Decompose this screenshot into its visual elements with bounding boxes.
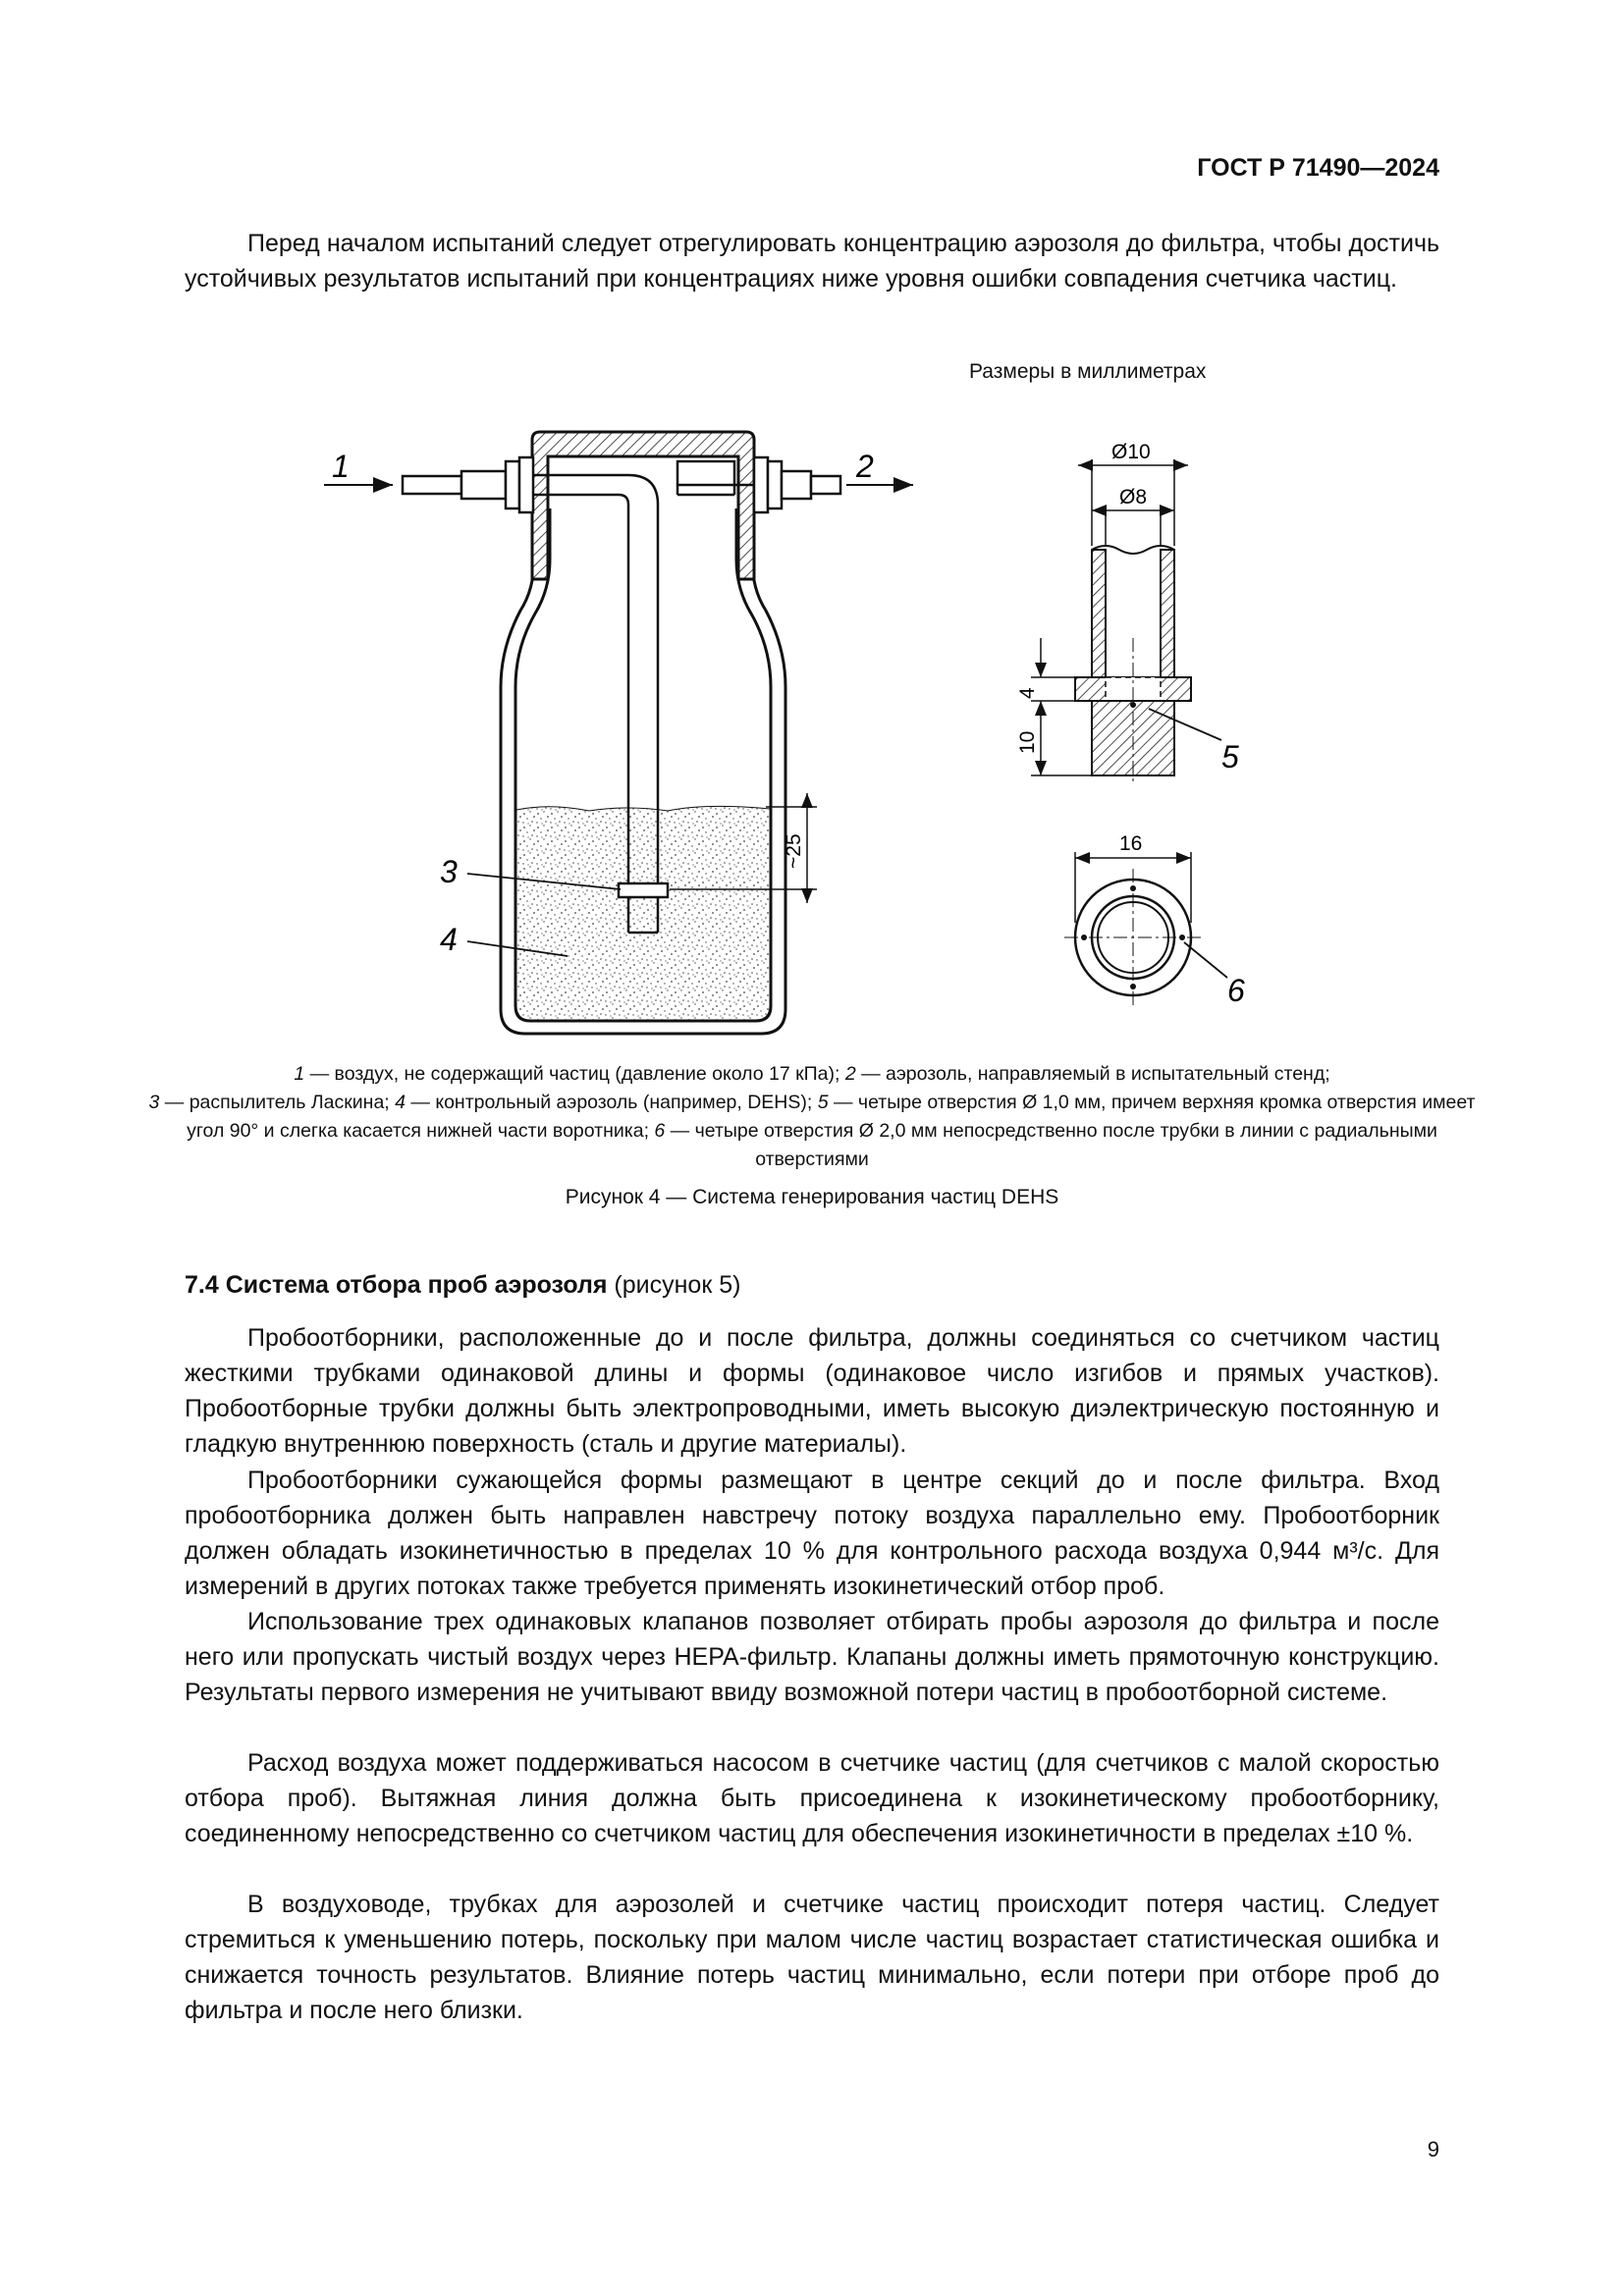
section-paragraph-5: В воздуховоде, трубках для аэрозолей и счетчике частиц происходит потеря частиц. Следует стремиться к уменьшению потерь, поскольку при малом числе частиц возрастает статистическая ошибка и снижается точность результатов. Влияние потерь частиц минимально, если потери при отборе проб до фильтра и после него близки. — [185, 1891, 1439, 2024]
callout-4: 4 — [440, 922, 458, 957]
dim-collar-width: 16 — [1119, 832, 1143, 855]
legend-text-1: — воздух, не содержащий частиц (давление около 17 кПа); — [304, 1063, 845, 1085]
callout-2: 2 — [856, 449, 874, 484]
dim-inner-diameter: Ø8 — [1119, 486, 1148, 508]
dim-hole-height: 4 — [1016, 687, 1039, 699]
intro-paragraph: Перед началом испытаний следует отрегулировать концентрацию аэрозоля до фильтра, чтобы достичь устойчивых результатов испытаний при концентрациях ниже уровня ошибки совпадения счетчика частиц. — [185, 230, 1439, 293]
legend-text-4: — контрольный аэрозоль (например, DEHS); — [406, 1092, 818, 1113]
legend-num-2: 2 — [844, 1063, 856, 1085]
section-paragraph-4: Расход воздуха может поддерживаться насосом в счетчике частиц (для счетчиков с малой скоростью отбора проб). Вытяжная линия должна быть присоединена к изокинетическому пробоотборнику, соединенному непосредственно со счетчиком частиц для обеспечения изокинетичности в пределах ±10 %. — [185, 1749, 1439, 1847]
legend-num-1: 1 — [294, 1063, 305, 1085]
document-number: ГОСТ Р 71490—2024 — [1197, 154, 1439, 182]
figure-dehs-generator — [0, 0, 1624, 1050]
legend-text-3: — распылитель Ласкина; — [159, 1092, 396, 1113]
section-paragraph-3: Использование трех одинаковых клапанов позволяет отбирать пробы аэрозоля до фильтра и после него или пропускать чистый воздух через HEPA-фильтр. Клапаны должны иметь прямоточную конструкцию. Результаты первого измерения не учитывают ввиду возможной потери частиц в пробоотборной системе. — [185, 1608, 1439, 1706]
aerosol-liquid — [516, 806, 770, 1020]
section-paragraph-1: Пробоотборники, расположенные до и после фильтра, должны соединяться со счетчиком частиц жесткими трубками одинаковой длины и формы (одинаковое число изгибов и прямых участков). Пробоотборные трубки должны быть электропроводными, иметь высокую диэлектрическую постоянную и гладкую внутреннюю поверхность (сталь и другие материалы). — [185, 1324, 1439, 1458]
page-number: 9 — [1427, 2137, 1439, 2162]
laskin-collar — [619, 883, 668, 897]
dimensions-note: Размеры в миллиметрах — [969, 360, 1207, 383]
legend-num-6: 6 — [654, 1120, 666, 1142]
dim-bottom-height: 10 — [1016, 730, 1039, 754]
dim-outer-diameter: Ø10 — [1111, 441, 1151, 463]
legend-text-5: — четыре отверстия Ø 1,0 мм, причем верхняя кромка отверстия имеет угол 90° и слегка касается нижней части воротника; — [187, 1092, 1476, 1142]
callout-1: 1 — [332, 449, 350, 484]
tube-section-detail — [1016, 441, 1239, 785]
dim-depth: ~25 — [783, 833, 805, 869]
callout-5: 5 — [1221, 739, 1239, 774]
section-title: 7.4 Система отбора проб аэрозоля — [185, 1271, 608, 1299]
callout-3: 3 — [440, 854, 458, 889]
callout-6: 6 — [1227, 973, 1245, 1008]
outlet-tube — [754, 457, 840, 512]
figure-caption: Рисунок 4 — Система генерирования частиц DEHS — [565, 1186, 1059, 1208]
figure-legend — [147, 1060, 1477, 1174]
inlet-tube — [403, 457, 533, 512]
legend-num-3: 3 — [148, 1092, 160, 1113]
cap — [532, 432, 754, 579]
section-heading — [185, 1271, 740, 1300]
legend-num-4: 4 — [395, 1092, 406, 1113]
section-paragraph-2: Пробоотборники сужающейся формы размещают в центре секций до и после фильтра. Вход пробоотборника должен быть направлен навстречу потоку воздуха параллельно ему. Пробоотборник должен обладать изокинетичностью в пределах 10 % для контрольного расхода воздуха 0,944 м³/с. Для измерений в других потоках также требуется применять изокинетический отбор проб. — [185, 1467, 1439, 1600]
legend-text-2: — аэрозоль, направляемый в испытательный стенд; — [855, 1063, 1330, 1085]
legend-num-5: 5 — [817, 1092, 829, 1113]
legend-text-6: — четыре отверстия Ø 2,0 мм непосредственно после трубки в линии с радиальными отверстиями — [665, 1120, 1437, 1170]
collar-top-view — [1064, 832, 1245, 1008]
section-figure-ref: (рисунок 5) — [607, 1271, 741, 1299]
